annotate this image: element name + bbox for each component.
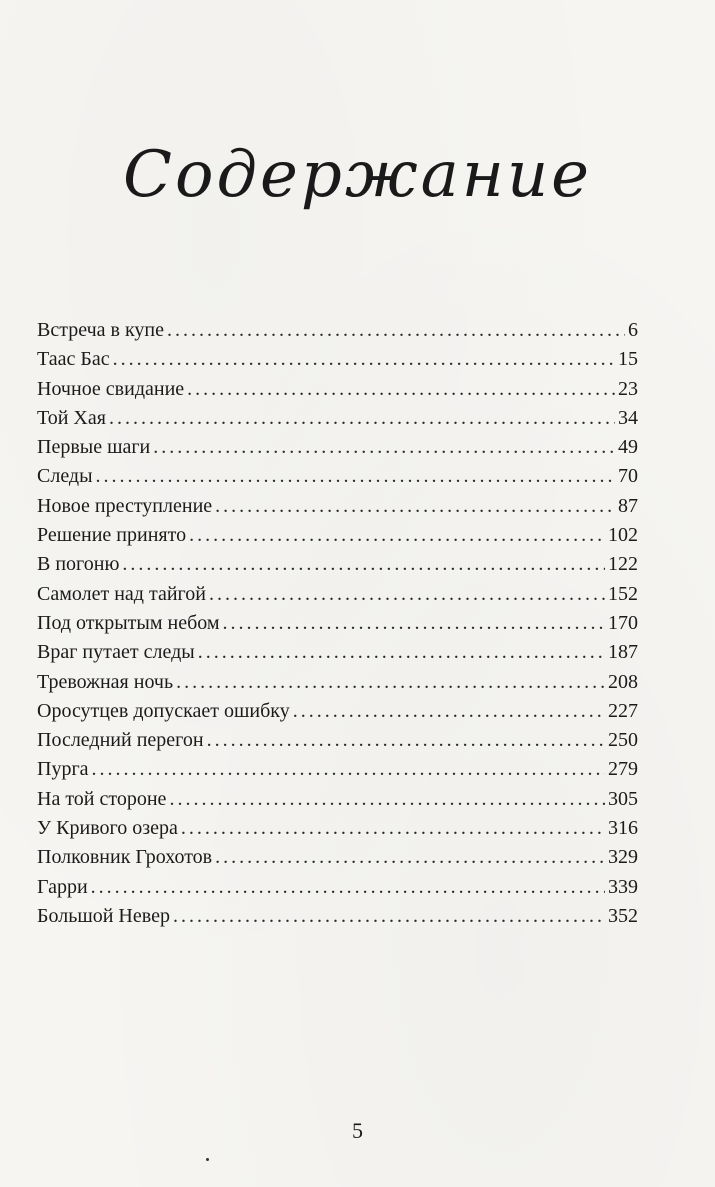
toc-entry — [37, 609, 638, 638]
toc-entry-title: Следы — [37, 465, 93, 488]
toc-entry-page: 87 — [618, 494, 638, 517]
page-title: Содержание — [122, 138, 593, 212]
toc-entry — [37, 726, 638, 755]
toc-leader-dots — [215, 492, 615, 521]
toc-leader-dots — [209, 580, 605, 609]
toc-leader-dots — [207, 726, 605, 755]
toc-entry-title: Новое преступление — [37, 494, 213, 517]
toc-entry — [37, 873, 638, 902]
toc-leader-dots — [181, 814, 605, 843]
toc-entry — [37, 814, 638, 843]
toc-leader-dots — [92, 755, 605, 784]
toc-entry-title: Самолет над тайгой — [37, 582, 206, 605]
toc-entry-page: 102 — [608, 524, 638, 547]
toc-entry-title: Под открытым небом — [37, 611, 220, 634]
toc-entry-title: Гарри — [37, 875, 88, 898]
toc-entry-page: 352 — [608, 904, 638, 927]
toc-entry-title: Пурга — [37, 758, 89, 781]
page-number: 5 — [352, 1118, 363, 1143]
toc-entry-title: На той стороне — [37, 787, 167, 810]
toc-leader-dots — [173, 902, 605, 931]
toc-entry-page: 122 — [608, 553, 638, 576]
toc-leader-dots — [169, 785, 605, 814]
toc-leader-dots — [223, 609, 605, 638]
toc-entry-title: Тревожная ночь — [37, 670, 174, 693]
toc-leader-dots — [113, 345, 615, 374]
toc-entry-title: У Кривого озера — [37, 817, 178, 840]
toc-leader-dots — [215, 843, 605, 872]
toc-leader-dots — [176, 668, 605, 697]
toc-entry-page: 250 — [608, 729, 638, 752]
toc-leader-dots — [96, 462, 615, 491]
toc-entry-title: Большой Невер — [37, 904, 170, 927]
toc-entry — [37, 492, 638, 521]
toc-entry-page: 34 — [618, 406, 638, 429]
toc-entry-title: Ночное свидание — [37, 377, 185, 400]
toc-entry-page: 152 — [608, 582, 638, 605]
toc-entry-page: 316 — [608, 817, 638, 840]
toc-entry — [37, 785, 638, 814]
toc-entry — [37, 697, 638, 726]
toc-entry-title: Таас Бас — [37, 348, 110, 371]
toc-entry-page: 170 — [608, 611, 638, 634]
toc-entry-title: Первые шаги — [37, 436, 151, 459]
toc-entry-title: Встреча в купе — [37, 319, 164, 341]
toc-entry — [37, 755, 638, 784]
toc-entry — [37, 345, 638, 374]
toc-entry-title: Решение принято — [37, 524, 187, 547]
toc-entry — [37, 316, 638, 345]
toc-entry-title: Оросутцев допускает ошибку — [37, 699, 290, 722]
toc-entry — [37, 580, 638, 609]
toc-entry — [37, 462, 638, 491]
toc-entry-title: Последний перегон — [37, 729, 204, 752]
toc-entry-page: 6 — [628, 319, 638, 341]
toc-entry — [37, 550, 638, 579]
toc-entry-title: Полковник Грохотов — [37, 846, 213, 869]
table-of-contents — [37, 316, 638, 931]
toc-entry-page: 227 — [608, 699, 638, 722]
toc-entry — [37, 638, 638, 667]
toc-leader-dots — [109, 404, 615, 433]
toc-leader-dots — [189, 521, 605, 550]
toc-leader-dots — [153, 433, 615, 462]
toc-entry-page: 49 — [618, 436, 638, 459]
print-speck — [206, 1158, 209, 1161]
toc-entry-page: 23 — [618, 377, 638, 400]
toc-entry-page: 208 — [608, 670, 638, 693]
toc-leader-dots — [187, 375, 615, 404]
toc-entry — [37, 521, 638, 550]
toc-entry-page: 329 — [608, 846, 638, 869]
toc-leader-dots — [198, 638, 605, 667]
toc-entry-page: 187 — [608, 641, 638, 664]
toc-entry-title: В погоню — [37, 553, 120, 576]
toc-entry-page: 339 — [608, 875, 638, 898]
toc-entry-title: Враг путает следы — [37, 641, 195, 664]
toc-leader-dots — [167, 316, 625, 345]
toc-entry — [37, 668, 638, 697]
toc-leader-dots — [122, 550, 605, 579]
toc-leader-dots — [293, 697, 605, 726]
toc-entry — [37, 404, 638, 433]
toc-entry-title: Той Хая — [37, 406, 106, 429]
toc-entry — [37, 902, 638, 931]
toc-entry — [37, 433, 638, 462]
toc-entry-page: 15 — [618, 348, 638, 371]
toc-entry — [37, 843, 638, 872]
toc-entry-page: 70 — [618, 465, 638, 488]
toc-entry-page: 279 — [608, 758, 638, 781]
toc-leader-dots — [91, 873, 605, 902]
toc-entry-page: 305 — [608, 787, 638, 810]
toc-entry — [37, 375, 638, 404]
